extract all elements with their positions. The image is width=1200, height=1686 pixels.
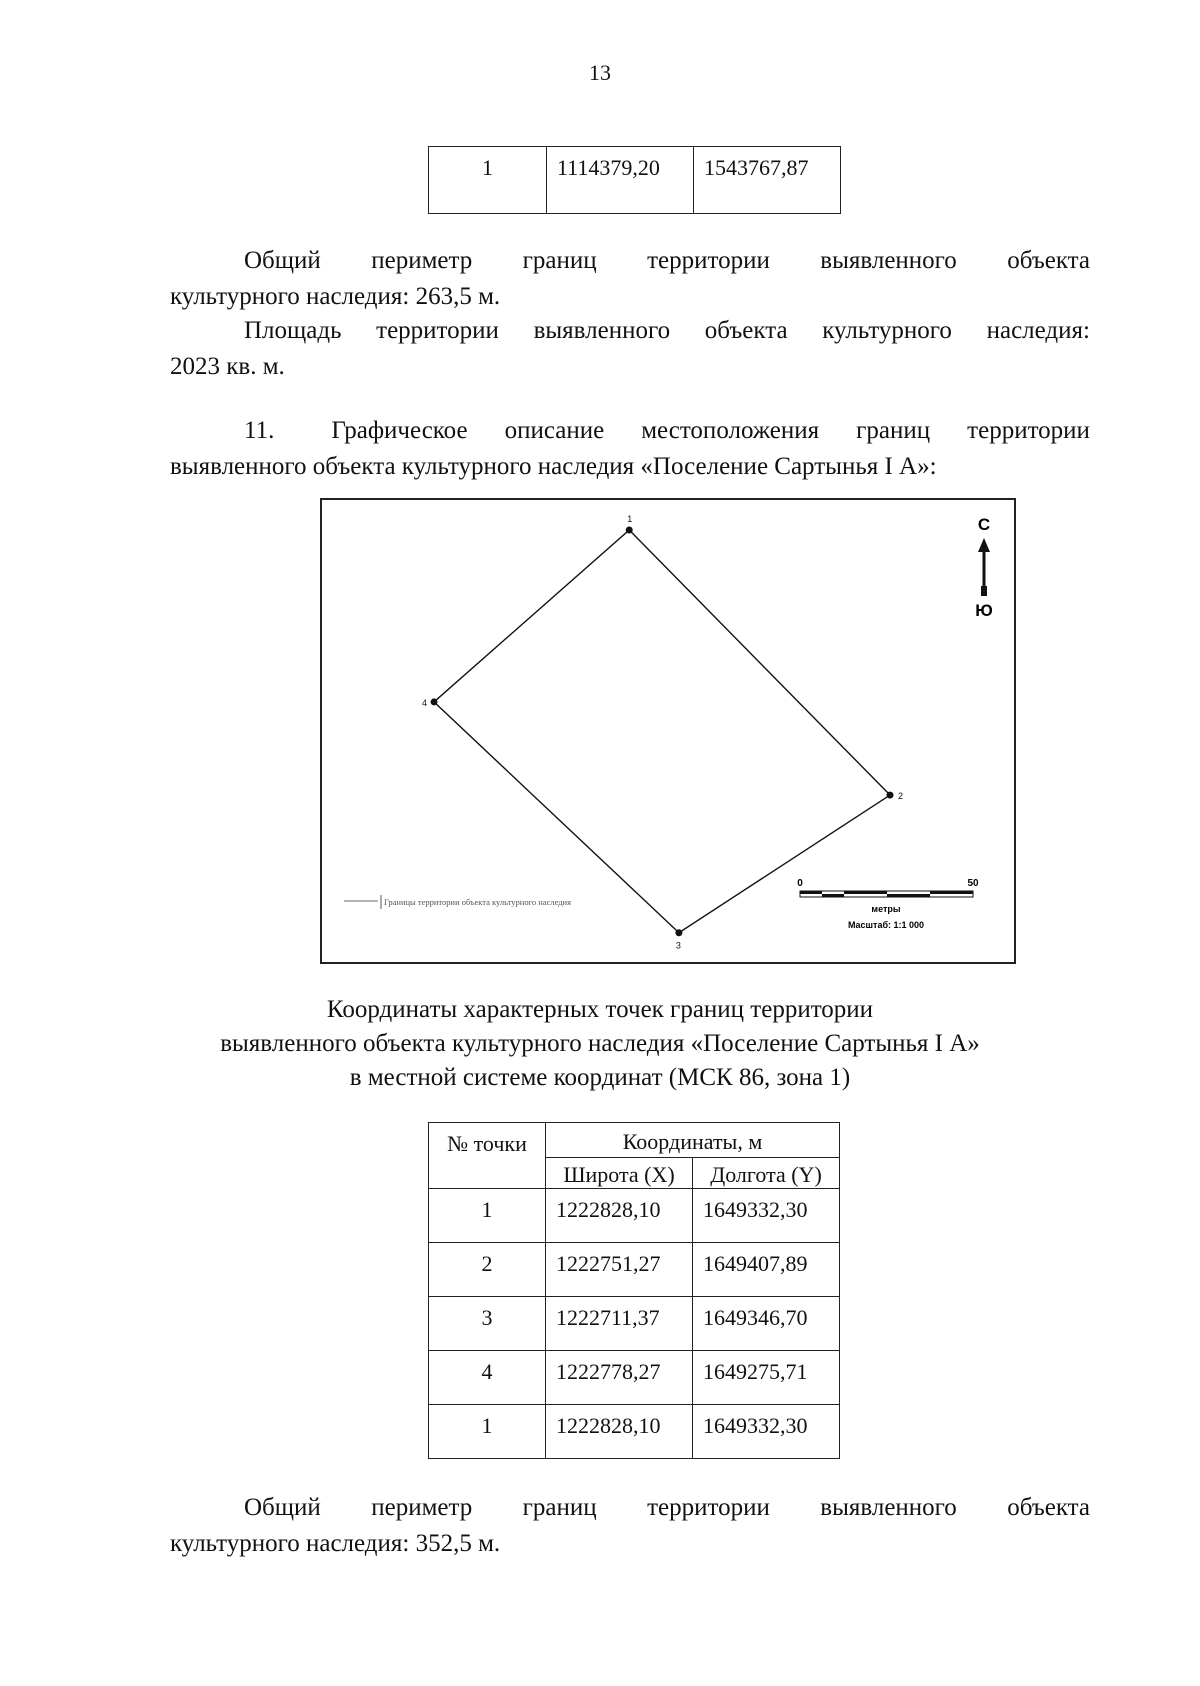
word: описание — [504, 417, 605, 444]
perimeter-paragraph-1 — [170, 243, 1090, 315]
legend-label: Границы территории объекта культурного наследия — [384, 897, 572, 907]
word: выявленного — [820, 1494, 957, 1521]
line: 2023 кв. м. — [170, 353, 285, 380]
header-coordinates: Координаты, м — [546, 1123, 840, 1158]
point-number-cell: 1 — [429, 1189, 546, 1243]
latitude-cell: 1114379,20 — [547, 147, 694, 214]
word: наследия: — [986, 317, 1090, 344]
latitude-cell: 1222828,10 — [546, 1405, 693, 1459]
point-number-cell: 1 — [429, 1405, 546, 1459]
word: Общий — [244, 1494, 321, 1521]
word: территории — [376, 317, 499, 344]
boundary-point-label: 3 — [675, 940, 681, 951]
top-coordinates-table — [428, 146, 841, 214]
header-point-number: № точки — [429, 1123, 546, 1189]
header-latitude: Широта (X) — [546, 1158, 693, 1189]
scale-end-label: 50 — [967, 878, 979, 889]
justified-line — [170, 413, 1090, 449]
scale-start-label: 0 — [797, 878, 803, 889]
word: территории — [647, 1494, 770, 1521]
section-heading — [170, 413, 1090, 485]
longitude-cell: 1649407,89 — [693, 1243, 840, 1297]
table-row — [429, 1297, 840, 1351]
justified-line — [170, 243, 1090, 279]
boundary-layer — [422, 514, 903, 951]
point-number-cell: 2 — [429, 1243, 546, 1297]
table-row — [429, 1351, 840, 1405]
table-header-row — [429, 1123, 840, 1158]
longitude-cell: 1649332,30 — [693, 1405, 840, 1459]
south-label: Ю — [975, 601, 993, 620]
word: выявленного — [820, 247, 957, 274]
word: периметр — [371, 247, 473, 274]
boundary-point-marker — [675, 929, 682, 936]
table-row — [429, 1243, 840, 1297]
word: выявленного — [533, 317, 671, 344]
north-label: С — [977, 515, 991, 534]
scale-ratio-label: Масштаб: 1:1 000 — [847, 920, 925, 930]
boundary-polygon — [434, 530, 890, 933]
longitude-cell: 1543767,87 — [694, 147, 841, 214]
table-caption — [0, 993, 1200, 1095]
section-number: 11. — [244, 417, 275, 444]
word: границ — [522, 1494, 597, 1521]
line: культурного наследия: 352,5 м. — [170, 1530, 501, 1557]
word: границ — [856, 417, 931, 444]
scale-bar — [797, 878, 979, 930]
caption-line: выявленного объекта культурного наследия «Поселение Сартынья I А» — [220, 1030, 980, 1057]
boundary-point-marker — [626, 527, 633, 534]
word: местоположения — [641, 417, 820, 444]
point-number-cell: 4 — [429, 1351, 546, 1405]
longitude-cell: 1649346,70 — [693, 1297, 840, 1351]
table-row — [429, 147, 841, 214]
word: Площадь — [244, 317, 342, 344]
perimeter-paragraph-2 — [170, 1490, 1090, 1562]
area-paragraph — [170, 313, 1090, 385]
boundary-map-figure — [320, 498, 1016, 964]
page-number: 13 — [589, 60, 611, 85]
map-legend — [344, 895, 571, 909]
longitude-cell: 1649332,30 — [693, 1189, 840, 1243]
word: объекта — [1007, 1494, 1090, 1521]
coordinates-table — [428, 1122, 840, 1459]
justified-line — [170, 1490, 1090, 1526]
table-row — [429, 1189, 840, 1243]
word: объекта — [704, 317, 788, 344]
line: культурного наследия: 263,5 м. — [170, 283, 501, 310]
point-number-cell: 3 — [429, 1297, 546, 1351]
word: территории — [967, 417, 1090, 444]
boundary-point-marker — [887, 792, 894, 799]
latitude-cell: 1222778,27 — [546, 1351, 693, 1405]
boundary-point-marker — [431, 698, 438, 705]
line: выявленного объекта культурного наследия «Поселение Сартынья I А»: — [170, 453, 937, 480]
word: периметр — [371, 1494, 473, 1521]
word: Общий — [244, 247, 321, 274]
word: Графическое — [331, 417, 468, 444]
justified-line — [170, 313, 1090, 349]
latitude-cell: 1222751,27 — [546, 1243, 693, 1297]
caption-line: Координаты характерных точек границ территории — [326, 996, 874, 1023]
header-longitude: Долгота (Y) — [693, 1158, 840, 1189]
word: культурного — [822, 317, 952, 344]
boundary-map — [322, 500, 1014, 962]
latitude-cell: 1222828,10 — [546, 1189, 693, 1243]
boundary-point-label: 2 — [898, 791, 904, 802]
boundary-point-label: 4 — [422, 697, 428, 708]
word: территории — [647, 247, 770, 274]
table-row — [429, 1405, 840, 1459]
latitude-cell: 1222711,37 — [546, 1297, 693, 1351]
longitude-cell: 1649275,71 — [693, 1351, 840, 1405]
word: границ — [522, 247, 597, 274]
north-arrow-icon — [975, 515, 993, 620]
caption-line: в местной системе координат (МСК 86, зона 1) — [349, 1064, 851, 1091]
boundary-point-label: 1 — [627, 514, 633, 524]
point-number-cell: 1 — [429, 147, 547, 214]
word: объекта — [1007, 247, 1090, 274]
scale-units-label: метры — [871, 904, 901, 914]
